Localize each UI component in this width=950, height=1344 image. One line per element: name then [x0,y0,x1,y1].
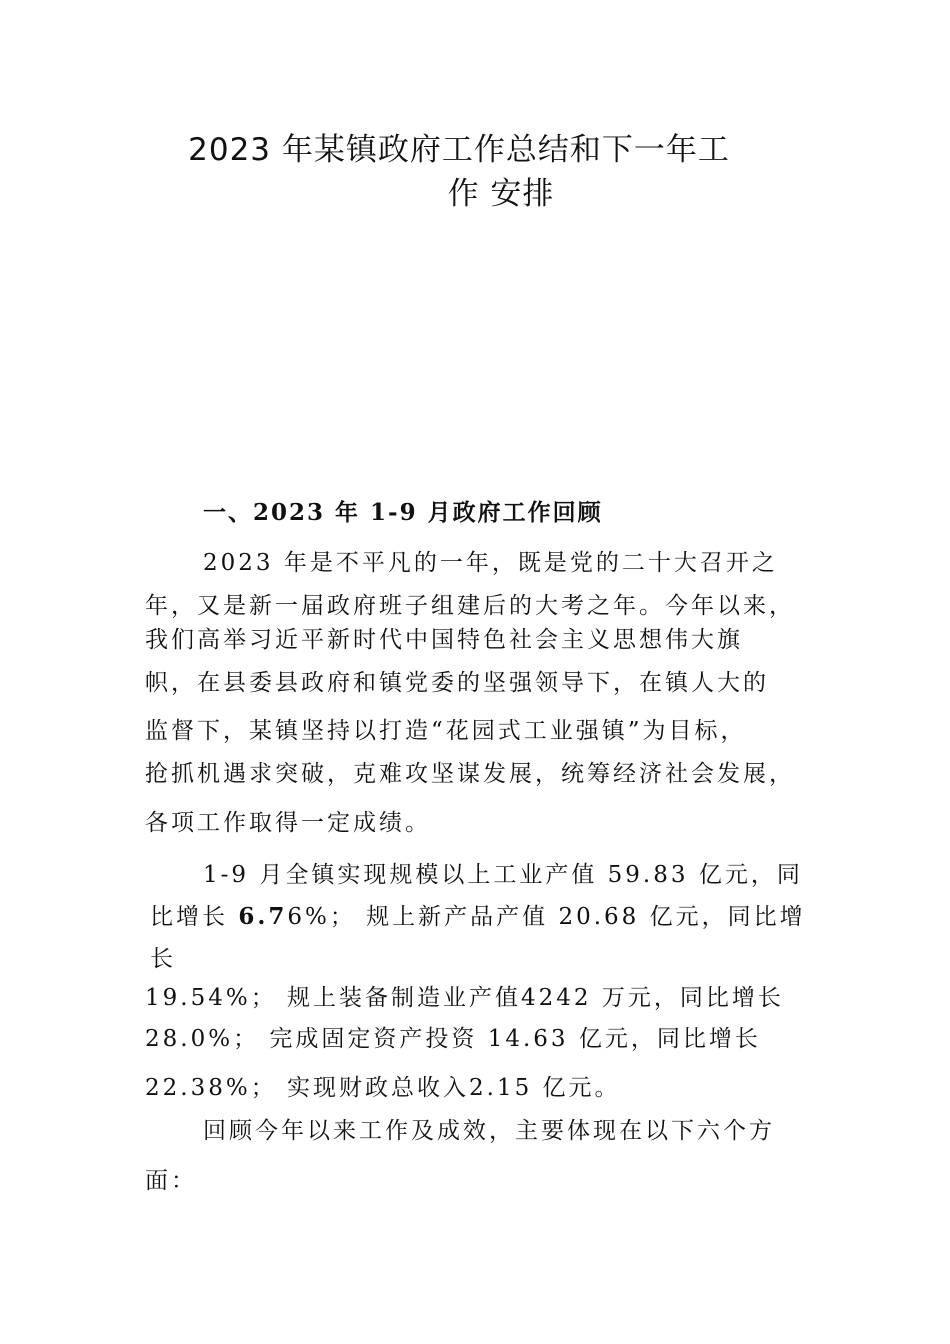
paragraph-3-line-2: 面： [145,1168,197,1194]
section-heading: 一、2023 年 1-9 月政府工作回顾 [203,499,603,526]
paragraph-2-line-4: 19.54%； 规上装备制造业产值4242 万元，同比增长 [145,985,784,1011]
paragraph-2-line-2 [150,902,806,932]
paragraph-1-line-1: 2023 年是不平凡的一年，既是党的二十大召开之 [203,550,778,576]
growth-value-bold: 6.7 [238,903,288,930]
paragraph-2-line-3: 长 [150,946,176,972]
paragraph-2-line-1: 1-9 月全镇实现规模以上工业产值 59.83 亿元，同 [203,862,803,888]
paragraph-1-line-3: 我们高举习近平新时代中国特色社会主义思想伟大旗 [145,627,743,653]
paragraph-2-line-2-a: 比增长 [150,904,239,930]
document-title-line-1: 2023 年某镇政府工作总结和下一年工 [188,132,730,168]
paragraph-2-line-2-c: 6%； 规上新产品产值 20.68 亿元，同比增 [287,904,806,930]
paragraph-1-line-7: 各项工作取得一定成绩。 [145,810,431,836]
document-title-line-2: 作 安排 [447,176,555,212]
paragraph-1-line-5: 监督下，某镇坚持以打造“花园式工业强镇”为目标， [145,718,747,744]
paragraph-3-line-1: 回顾今年以来工作及成效，主要体现在以下六个方 [203,1118,775,1144]
paragraph-1-line-6: 抢抓机遇求突破，克难攻坚谋发展，统筹经济社会发展， [145,761,795,787]
paragraph-2-line-5: 28.0%； 完成固定资产投资 14.63 亿元，同比增长 [145,1026,761,1052]
paragraph-2-line-6: 22.38%； 实现财政总收入2.15 亿元。 [145,1075,621,1101]
paragraph-1-line-2: 年，又是新一届政府班子组建后的大考之年。今年以来， [145,593,795,619]
paragraph-1-line-4: 帜，在县委县政府和镇党委的坚强领导下，在镇人大的 [145,670,769,696]
